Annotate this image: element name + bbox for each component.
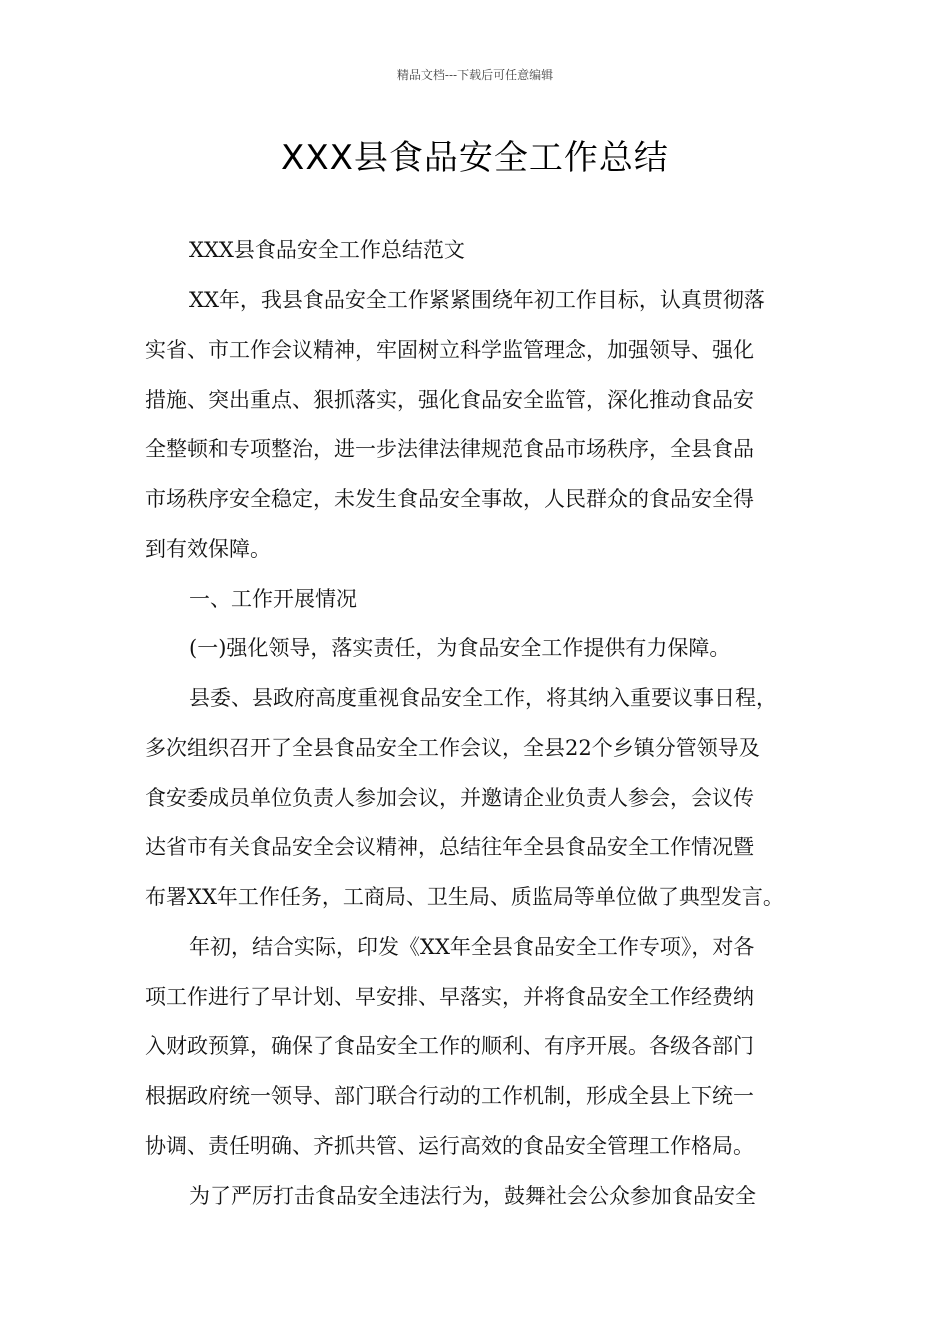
text-line: 措施、突出重点、狠抓落实，强化食品安全监管，深化推动食品安 [145,388,754,412]
text-line: 入财政预算，确保了食品安全工作的顺利、有序开展。各级各部门 [145,1034,754,1058]
text-line: 达省市有关食品安全会议精神，总结往年全县食品安全工作情况暨 [145,835,754,859]
text-line: 布署XX年工作任务，工商局、卫生局、质监局等单位做了典型发言。 [145,885,784,909]
text-line: 市场秩序安全稳定，未发生食品安全事故，人民群众的食品安全得 [145,487,754,511]
text-line: XX年，我县食品安全工作紧紧围绕年初工作目标，认真贯彻落 [189,288,765,312]
text-line: 协调、责任明确、齐抓共管、运行高效的食品安全管理工作格局。 [145,1134,754,1158]
text-line: 到有效保障。 [145,537,271,561]
subsection-heading: (一)强化领导，落实责任，为食品安全工作提供有力保障。 [189,636,731,660]
text-line: 根据政府统一领导、部门联合行动的工作机制，形成全县上下统一 [145,1084,754,1108]
page-header: 精品文档---下载后可任意编辑 [396,68,554,82]
document-title: XXX县食品安全工作总结 [281,138,669,178]
text-line: 县委、县政府高度重视食品安全工作，将其纳入重要议事日程， [189,686,777,710]
text-line: 为了严厉打击食品安全违法行为，鼓舞社会公众参加食品安全 [189,1184,756,1208]
section-heading: 一、工作开展情况 [189,587,357,611]
text-line: 全整顿和专项整治，进一步法律法律规范食品市场秩序，全县食品 [145,437,754,461]
text-line: 食安委成员单位负责人参加会议，并邀请企业负责人参会，会议传 [145,786,754,810]
text-line: 年初，结合实际，印发《XX年全县食品安全工作专项》，对各 [189,935,755,959]
text-line: 实省、市工作会议精神，牢固树立科学监管理念，加强领导、强化 [145,338,754,362]
text-line: 项工作进行了早计划、早安排、早落实，并将食品安全工作经费纳 [145,985,754,1009]
text-line: XXX县食品安全工作总结范文 [189,238,465,262]
text-line: 多次组织召开了全县食品安全工作会议，全县22个乡镇分管领导及 [145,736,760,760]
